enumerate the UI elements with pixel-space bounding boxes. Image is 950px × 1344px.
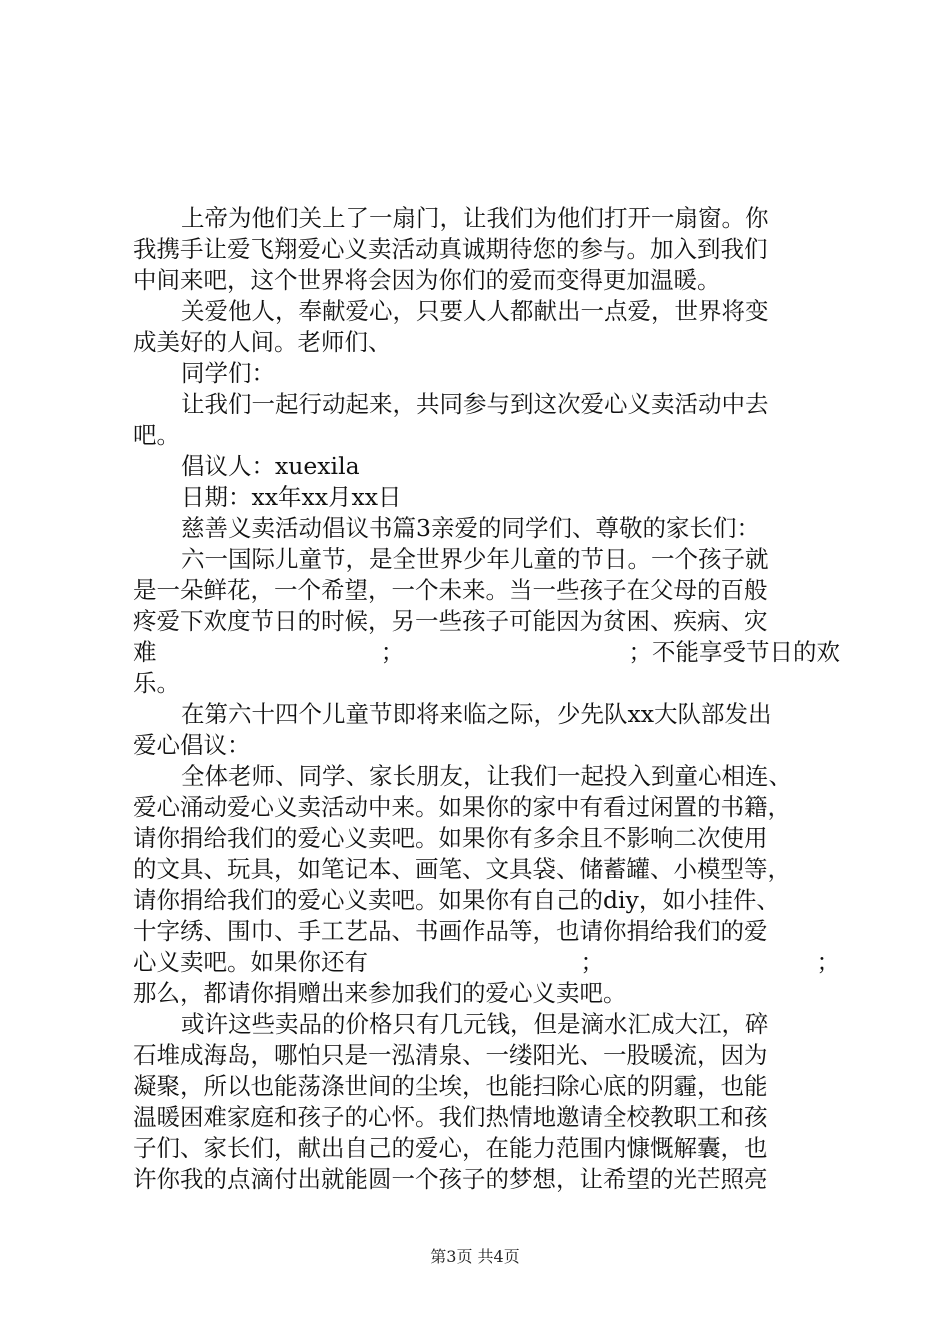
paragraph-line: 请你捐给我们的爱心义卖吧。如果你有多余且不影响二次使用	[133, 824, 768, 852]
paragraph-line: 爱心涌动爱心义卖活动中来。如果你的家中有看过闲置的书籍，	[133, 793, 791, 821]
paragraph-line: 吧。	[133, 421, 180, 449]
paragraph-line: 十字绣、围巾、手工艺品、书画作品等，也请你捐给我们的爱	[133, 917, 768, 945]
split-segment: ；不能享受节日的欢	[628, 638, 840, 666]
paragraph-line: 的文具、玩具，如笔记本、画笔、文具袋、储蓄罐、小模型等，	[133, 855, 791, 883]
initiator-line: 倡议人：xuexila	[181, 452, 360, 480]
paragraph-line: 温暖困难家庭和孩子的心怀。我们热情地邀请全校教职工和孩	[133, 1103, 768, 1131]
paragraph-line: 乐。	[133, 669, 180, 697]
paragraph-line: 六一国际儿童节，是全世界少年儿童的节日。一个孩子就	[181, 545, 769, 573]
page-footer: 第3页 共4页	[430, 1247, 520, 1266]
paragraph-line: 上帝为他们关上了一扇门，让我们为他们打开一扇窗。你	[181, 204, 769, 232]
paragraph-line: 全体老师、同学、家长朋友，让我们一起投入到童心相连、	[181, 762, 792, 790]
paragraph-line: 在第六十四个儿童节即将来临之际，少先队xx大队部发出	[181, 700, 772, 728]
split-segment: 难	[133, 638, 157, 666]
date-line: 日期：xx年xx月xx日	[181, 483, 402, 511]
paragraph-line: 或许这些卖品的价格只有几元钱，但是滴水汇成大江，碎	[181, 1010, 769, 1038]
paragraph-line: 那么，都请你捐赠出来参加我们的爱心义卖吧。	[133, 979, 627, 1007]
paragraph-line: 凝聚，所以也能荡涤世间的尘埃，也能扫除心底的阴霾，也能	[133, 1072, 768, 1100]
paragraph-line: 成美好的人间。老师们、	[133, 328, 392, 356]
paragraph-line: 石堆成海岛，哪怕只是一泓清泉、一缕阳光、一股暖流，因为	[133, 1041, 768, 1069]
paragraph-line: 疼爱下欢度节日的时候，另一些孩子可能因为贫困、疾病、灾	[133, 607, 768, 635]
paragraph-line: 关爱他人，奉献爱心，只要人人都献出一点爱，世界将变	[181, 297, 769, 325]
split-segment: ；	[380, 638, 405, 666]
paragraph-line: 我携手让爱飞翔爱心义卖活动真诚期待您的参与。加入到我们	[133, 235, 768, 263]
paragraph-line: 让我们一起行动起来，共同参与到这次爱心义卖活动中去	[181, 390, 769, 418]
split-line	[133, 947, 840, 978]
paragraph-line: 请你捐给我们的爱心义卖吧。如果你有自己的diy，如小挂件、	[133, 886, 780, 914]
paragraph-line: 爱心倡议：	[133, 731, 251, 759]
split-line	[133, 637, 840, 668]
section-heading: 慈善义卖活动倡议书篇3亲爱的同学们、尊敬的家长们：	[181, 514, 760, 542]
split-segment: ；	[816, 948, 840, 976]
split-segment: ；	[580, 948, 604, 976]
paragraph-line: 子们、家长们，献出自己的爱心，在能力范围内慷慨解囊，也	[133, 1134, 768, 1162]
paragraph-line: 许你我的点滴付出就能圆一个孩子的梦想，让希望的光芒照亮	[133, 1165, 768, 1193]
paragraph-line: 中间来吧，这个世界将会因为你们的爱而变得更加温暖。	[133, 266, 721, 294]
paragraph-line: 同学们：	[181, 359, 275, 387]
document-body	[133, 203, 840, 1195]
split-segment: 心义卖吧。如果你还有	[133, 948, 368, 976]
paragraph-line: 是一朵鲜花，一个希望，一个未来。当一些孩子在父母的百般	[133, 576, 768, 604]
